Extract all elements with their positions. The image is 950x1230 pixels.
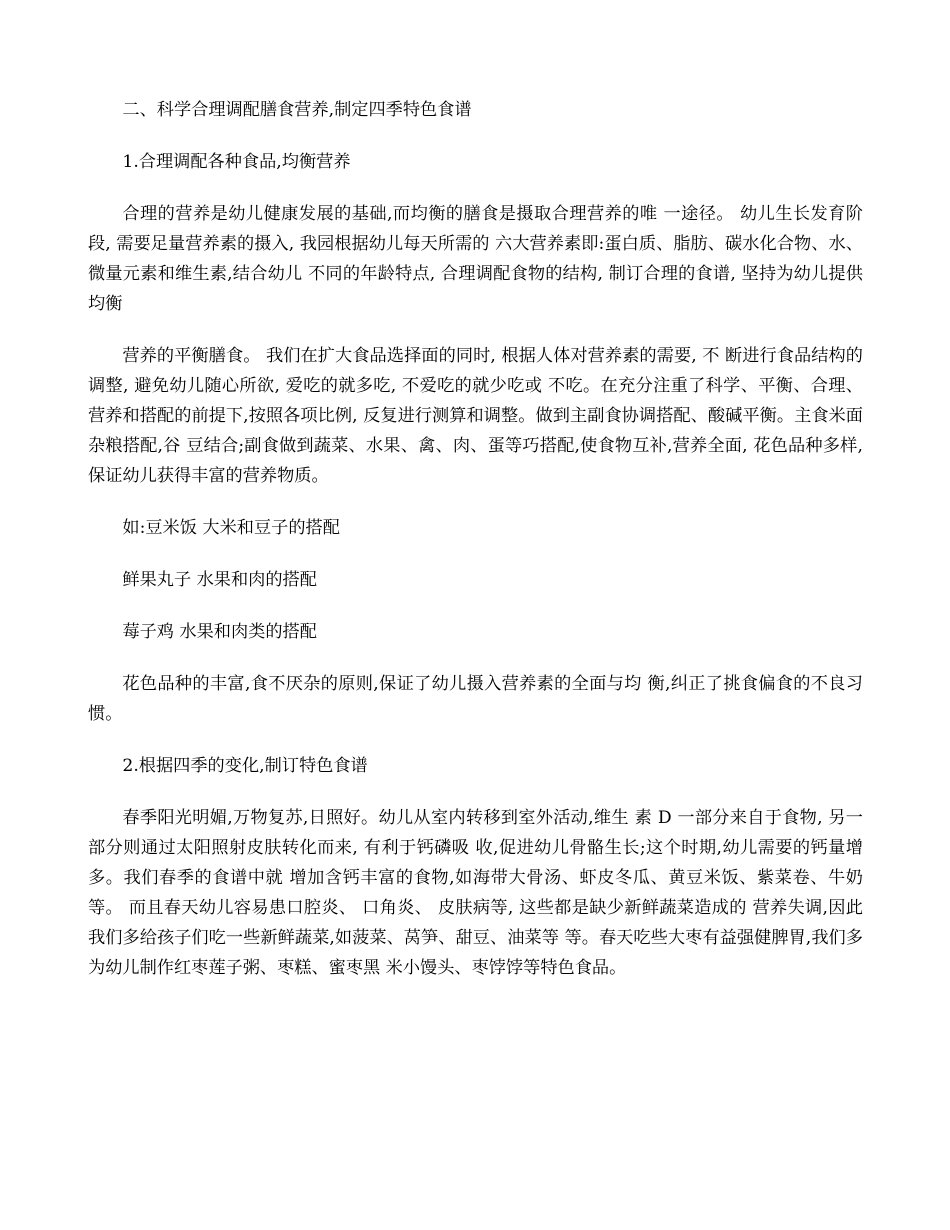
- example-item-3: 莓子鸡 水果和肉类的搭配: [122, 622, 317, 642]
- example-item-2: 鲜果丸子 水果和肉的搭配: [122, 570, 317, 590]
- subsection-heading-2: 2.根据四季的变化,制订特色食谱: [122, 756, 368, 776]
- document-page: [88, 95, 863, 983]
- body-paragraph-1: 合理的营养是幼儿健康发展的基础,而均衡的膳食是摄取合理营养的唯 一途径。 幼儿生长发育阶段, 需要足量营养素的摄入, 我园根据幼儿每天所需的 六大营养素即:蛋白质、脂肪、碳水化合物、水、微量元素和维生素,结合幼儿 不同的年龄特点, 合理调配食物的结构, 制订合理的食谱, 坚持为幼儿提供均衡: [88, 204, 863, 314]
- subsection-heading-1: 1.合理调配各种食品,均衡营养: [122, 152, 351, 172]
- body-paragraph-4: 春季阳光明媚,万物复苏,日照好。幼儿从室内转移到室外活动,维生 素 D 一部分来自于食物, 另一部分则通过太阳照射皮肤转化而来, 有利于钙磷吸 收,促进幼儿骨骼生长;这个时期,幼儿需要的钙量增多。我们春季的食谱中就 增加含钙丰富的食物,如海带大骨汤、虾皮冬瓜、黄豆米饭、紫菜卷、牛奶等。 而且春天幼儿容易患口腔炎、 口角炎、 皮肤病等, 这些都是缺少新鲜蔬菜造成的 营养失调,因此我们多给孩子们吃一些新鲜蔬菜,如菠菜、莴笋、甜豆、油菜等 等。春天吃些大枣有益强健脾胃,我们多为幼儿制作红枣莲子粥、枣糕、蜜枣黑 米小馒头、枣饽饽等特色食品。: [88, 808, 863, 978]
- body-paragraph-2: 营养的平衡膳食。 我们在扩大食品选择面的同时, 根据人体对营养素的需要, 不 断进行食品结构的调整, 避免幼儿随心所欲, 爱吃的就多吃, 不爱吃的就少吃或 不吃。在充分注重了科学、平衡、合理、营养和搭配的前提下,按照各项比例, 反复进行测算和调整。做到主副食协调搭配、酸碱平衡。主食米面杂粮搭配,谷 豆结合;副食做到蔬菜、水果、禽、肉、蛋等巧搭配,使食物互补,营养全面, 花色品种多样,保证幼儿获得丰富的营养物质。: [88, 346, 863, 486]
- example-item-1: 如:豆米饭 大米和豆子的搭配: [122, 518, 340, 538]
- section-heading: 二、科学合理调配膳食营养,制定四季特色食谱: [122, 100, 472, 120]
- body-paragraph-3: 花色品种的丰富,食不厌杂的原则,保证了幼儿摄入营养素的全面与均 衡,纠正了挑食偏食的不良习惯。: [88, 674, 863, 724]
